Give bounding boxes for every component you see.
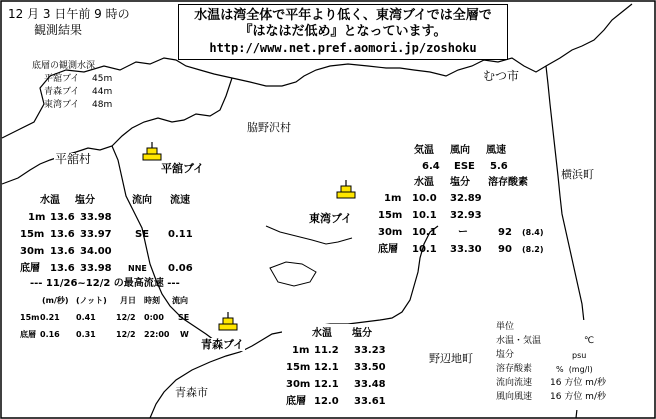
higashi-table	[376, 144, 556, 256]
cell-temp: 13.6	[50, 229, 75, 240]
cell-depth: 1m	[28, 212, 46, 223]
cell-date: 12/2	[116, 313, 136, 322]
cell-direction: NNE	[128, 264, 147, 273]
cell-salinity: 33.50	[354, 362, 386, 373]
cell-temp: 13.6	[50, 212, 75, 223]
col-header: 風速	[486, 145, 506, 156]
place-yokohama: 横浜町	[561, 168, 594, 181]
table-row	[284, 395, 408, 408]
col-header: 溶存酸素	[488, 177, 528, 188]
unit-value: 16 方位 m/秒	[550, 392, 606, 402]
units-legend	[492, 320, 648, 410]
col-header: 水温	[312, 328, 332, 339]
cell-depth: 15m	[20, 229, 45, 240]
banner-line-2: 『はなはだ低め』となっています。	[239, 24, 447, 39]
cell-temp: 10.1	[412, 227, 437, 238]
cell-depth: 30m	[20, 246, 45, 257]
depth-legend-name: 青森ブイ	[44, 87, 80, 97]
col-header: 塩分	[352, 328, 372, 339]
max-speed-title-row	[20, 277, 210, 290]
cell-temp: 12.1	[314, 362, 339, 373]
cell-oxygen-mg: (8.2)	[522, 245, 544, 254]
cell-wind-dir: ESE	[454, 161, 475, 172]
observation-subtitle: 観測結果	[34, 23, 83, 37]
col-header: 月日	[120, 296, 136, 305]
cell-depth: 底層	[20, 263, 40, 274]
depth-legend-title: 底層の観測水深	[32, 61, 96, 71]
depth-legend-name: 平舘ブイ	[44, 74, 80, 84]
unit-label: 塩分	[496, 350, 515, 360]
cell-salinity: 32.89	[450, 193, 482, 204]
cell-salinity: 33.48	[354, 379, 386, 390]
place-aomori-city: 青森市	[175, 386, 208, 399]
aomori-table	[284, 327, 408, 408]
cell-depth: 1m	[384, 193, 402, 204]
col-header: 水温	[414, 177, 434, 188]
tairadate-table	[20, 194, 210, 341]
unit-value: ℃	[584, 336, 595, 346]
cell-direction: W	[180, 330, 189, 339]
cell-oxygen: 92	[498, 227, 512, 238]
cell-oxygen-mg: (8.4)	[522, 228, 544, 237]
cell-air-temp: 6.4	[422, 161, 440, 172]
cell-salinity: 33.98	[80, 212, 112, 223]
col-header: 流速	[170, 195, 190, 206]
depth-legend-value: 48m	[92, 100, 113, 110]
cell-wind-speed: 5.6	[490, 161, 508, 172]
cell-ms: 0.21	[40, 313, 60, 322]
col-header: 流向	[172, 296, 188, 305]
coastline-inlet	[266, 226, 352, 244]
max-speed-title: --- 11/26~12/2 の最高流速 ---	[30, 278, 180, 289]
cell-speed: 0.11	[168, 229, 193, 240]
weather-value-row	[376, 160, 556, 173]
max-speed-row	[20, 328, 210, 341]
place-mutsu: むつ市	[483, 69, 520, 83]
units-title: 単位	[496, 322, 515, 332]
cell-depth: 15m	[286, 362, 311, 373]
col-header: (ノット)	[76, 296, 107, 305]
cell-oxygen: 90	[498, 244, 512, 255]
unit-value: % (mg/l)	[556, 365, 593, 374]
col-header: 流向	[132, 195, 152, 206]
cell-depth: 15m	[20, 313, 40, 322]
cell-salinity: 33.61	[354, 396, 386, 407]
cell-temp: 12.0	[314, 396, 339, 407]
cell-temp: 10.1	[412, 210, 437, 221]
cell-knots: 0.41	[76, 313, 96, 322]
unit-label: 風向風速	[496, 392, 533, 402]
cell-direction: SE	[135, 229, 150, 240]
cell-salinity: 33.30	[450, 244, 482, 255]
weather-header-row	[376, 144, 556, 157]
table-row	[20, 211, 210, 224]
table-row	[284, 361, 408, 374]
cell-salinity: 33.98	[80, 263, 112, 274]
cell-speed: 0.06	[168, 263, 193, 274]
banner-url[interactable]: http://www.net.pref.aomori.jp/zoshoku	[209, 41, 477, 55]
col-header: 時刻	[144, 296, 160, 305]
cell-temp: 12.1	[314, 379, 339, 390]
cell-temp: 11.2	[314, 345, 339, 356]
cell-depth: 15m	[378, 210, 403, 221]
cell-temp: 13.6	[50, 246, 75, 257]
depth-legend-value: 44m	[92, 87, 113, 97]
buoy-label-aomori: 青森ブイ	[201, 338, 245, 351]
cell-knots: 0.31	[76, 330, 96, 339]
unit-label: 溶存酸素	[496, 364, 533, 374]
table-row	[376, 192, 556, 205]
col-header: 塩分	[450, 177, 470, 188]
unit-label: 水温・気温	[496, 336, 542, 346]
depth-legend-name: 東湾ブイ	[44, 100, 80, 110]
banner-line-1: 水温は湾全体で平年より低く、東湾ブイでは全層で	[194, 8, 492, 23]
max-speed-header-row	[20, 294, 210, 307]
unit-label: 流向流速	[496, 378, 533, 388]
table-header-row	[20, 194, 210, 207]
cell-depth: 30m	[286, 379, 311, 390]
cell-depth: 底層	[286, 396, 306, 407]
table-row	[376, 209, 556, 222]
summary-banner	[178, 4, 508, 60]
col-header: (m/秒)	[42, 296, 69, 305]
col-header: 気温	[414, 145, 434, 156]
cell-temp: 13.6	[50, 263, 75, 274]
place-nohechi: 野辺地町	[429, 352, 473, 365]
cell-salinity: 34.00	[80, 246, 112, 257]
place-wakinosawa: 脇野沢村	[247, 121, 291, 134]
col-header: 風向	[450, 145, 470, 156]
table-row	[376, 243, 556, 256]
cell-depth: 30m	[378, 227, 403, 238]
observation-title: 12 月 3 日午前 9 時の	[8, 7, 130, 21]
unit-value: psu	[572, 351, 587, 360]
table-header-row	[376, 176, 556, 189]
table-row	[20, 245, 210, 258]
cell-time: 0:00	[144, 313, 164, 322]
cell-salinity: 32.93	[450, 210, 482, 221]
table-row	[284, 344, 408, 357]
coastline-island	[270, 262, 316, 286]
table-row	[20, 228, 210, 241]
col-header: 水温	[40, 195, 60, 206]
buoy-label-higashi: 東湾ブイ	[309, 212, 353, 225]
max-speed-row	[20, 311, 210, 324]
cell-depth: 底層	[20, 330, 36, 339]
cell-salinity: 33.23	[354, 345, 386, 356]
cell-ms: 0.16	[40, 330, 60, 339]
cell-salinity: 33.97	[80, 229, 112, 240]
place-tairadate-village: 平舘村	[55, 152, 92, 166]
depth-legend-value: 45m	[92, 74, 113, 84]
unit-value: 16 方位 m/秒	[550, 378, 606, 388]
cell-date: 12/2	[116, 330, 136, 339]
table-header-row	[284, 327, 408, 340]
col-header: 塩分	[75, 195, 95, 206]
cell-direction: SE	[178, 313, 190, 322]
table-row	[20, 262, 210, 275]
table-row	[284, 378, 408, 391]
cell-depth: 底層	[378, 244, 398, 255]
table-row	[376, 226, 556, 239]
cell-time: 22:00	[144, 330, 170, 339]
cell-depth: 1m	[292, 345, 310, 356]
cell-temp: 10.0	[412, 193, 437, 204]
buoy-label-tairadate: 平舘ブイ	[161, 162, 205, 175]
cell-temp: 10.1	[412, 244, 437, 255]
cell-salinity: ー	[458, 227, 468, 238]
